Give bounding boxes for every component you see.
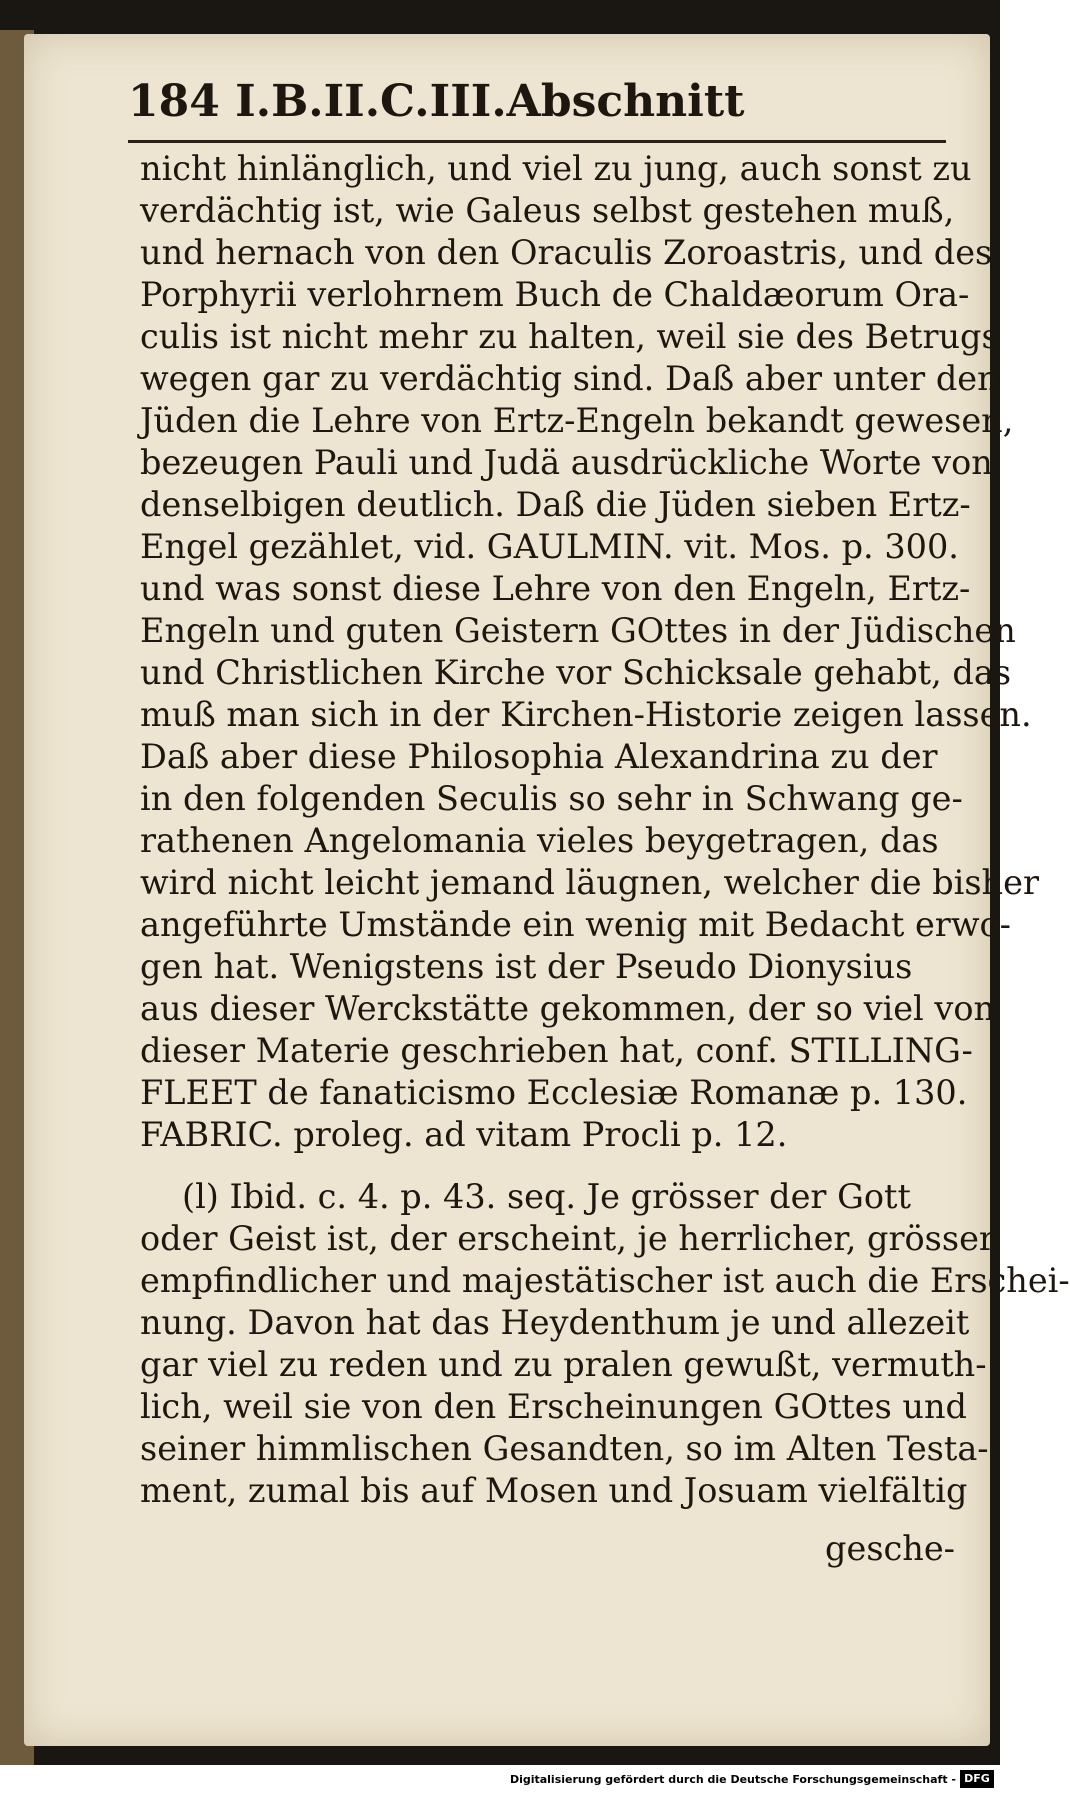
text-line: Daß aber diese Philosophia Alexandrina zu der <box>140 737 938 776</box>
text-line: seiner himmlischen Gesandten, so im Alten Testa- <box>140 1429 989 1468</box>
text-line: culis ist nicht mehr zu halten, weil sie des Betrugs <box>140 317 999 356</box>
header-rule <box>128 140 946 143</box>
text-line: Engel gezählet, vid. GAULMIN. vit. Mos. p. 300. <box>140 527 959 566</box>
dfg-logo: DFG <box>960 1770 994 1788</box>
text-line: wird nicht leicht jemand läugnen, welcher die bisher <box>140 863 1039 902</box>
text-line: und was sonst diese Lehre von den Engeln, Ertz- <box>140 569 971 608</box>
footer-credit: Digitalisierung gefördert durch die Deutsche Forschungsgemeinschaft - <box>509 1773 956 1786</box>
text-line: Porphyrii verlohrnem Buch de Chaldæorum Ora- <box>140 275 970 314</box>
footnote-line: (l) Ibid. c. 4. p. 43. seq. Je grösser der Gott <box>182 1177 911 1216</box>
text-line: Jüden die Lehre von Ertz-Engeln bekandt gewesen, <box>140 401 1014 440</box>
text-line: gar viel zu reden und zu pralen gewußt, vermuth- <box>140 1345 987 1384</box>
text-line: rathenen Angelomania vieles beygetragen, das <box>140 821 939 860</box>
text-line: dieser Materie geschrieben hat, conf. STILLING- <box>140 1031 973 1070</box>
text-line: und Christlichen Kirche vor Schicksale gehabt, das <box>140 653 1012 692</box>
text-line: FABRIC. proleg. ad vitam Procli p. 12. <box>140 1115 788 1154</box>
text-line: empfindlicher und majestätischer ist auch die Erschei- <box>140 1261 1070 1300</box>
text-line: lich, weil sie von den Erscheinungen GOttes und <box>140 1387 967 1426</box>
text-line: denselbigen deutlich. Daß die Jüden sieben Ertz- <box>140 485 971 524</box>
text-line: FLEET de fanaticismo Ecclesiæ Romanæ p. 130. <box>140 1073 968 1112</box>
text-line: muß man sich in der Kirchen-Historie zeigen lassen. <box>140 695 1032 734</box>
text-line: in den folgenden Seculis so sehr in Schwang ge- <box>140 779 963 818</box>
text-line: wegen gar zu verdächtig sind. Daß aber unter den <box>140 359 999 398</box>
text-line: ment, zumal bis auf Mosen und Josuam vielfältig <box>140 1471 968 1510</box>
text-line: aus dieser Werckstätte gekommen, der so viel von <box>140 989 996 1028</box>
text-line: Engeln und guten Geistern GOttes in der Jüdischen <box>140 611 1016 650</box>
text-line: bezeugen Pauli und Judä ausdrückliche Worte von <box>140 443 993 482</box>
footer-bar <box>0 1765 1000 1795</box>
page-header: 184 I.B.II.C.III.Abschnitt <box>128 76 745 127</box>
catchword: gesche- <box>825 1529 955 1568</box>
text-line: und hernach von den Oraculis Zoroastris, und des <box>140 233 993 272</box>
text-line: oder Geist ist, der erscheint, je herrlicher, grösser, <box>140 1219 1002 1258</box>
text-line: gen hat. Wenigstens ist der Pseudo Dionysius <box>140 947 913 986</box>
text-line: verdächtig ist, wie Galeus selbst gestehen muß, <box>140 191 955 230</box>
text-line: nicht hinlänglich, und viel zu jung, auch sonst zu <box>140 149 972 188</box>
text-line: nung. Davon hat das Heydenthum je und allezeit <box>140 1303 970 1342</box>
text-line: angeführte Umstände ein wenig mit Bedacht erwo- <box>140 905 1011 944</box>
